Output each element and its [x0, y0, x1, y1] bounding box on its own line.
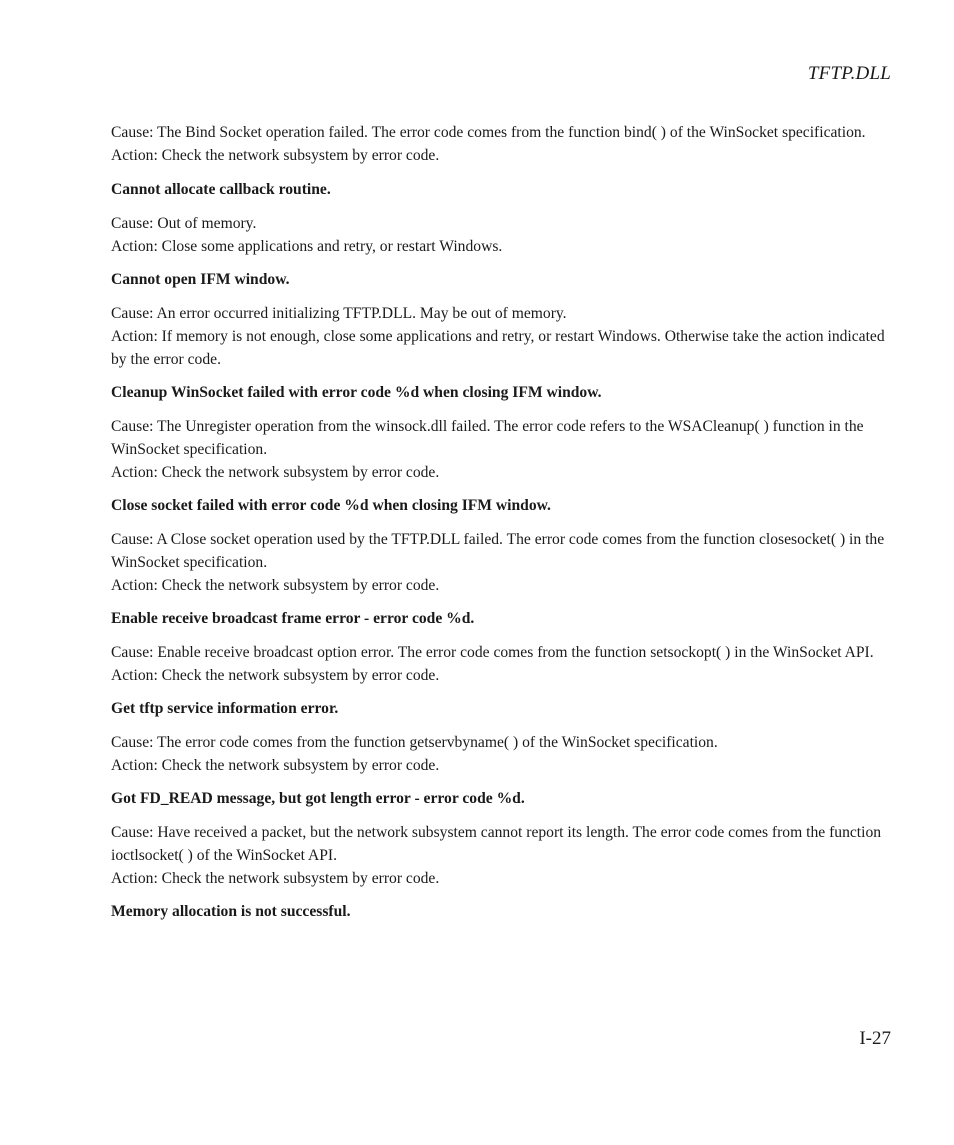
error-heading: Cleanup WinSocket failed with error code %d when closing IFM window. — [111, 384, 602, 401]
running-header: TFTP.DLL — [807, 63, 891, 84]
error-entry — [111, 268, 891, 371]
error-heading: Get tftp service information error. — [111, 700, 339, 717]
cause-text: Cause: The Unregister operation from the winsock.dll failed. The error code refers to the WSACleanup( ) function in the WinSocket specification. — [111, 418, 864, 458]
cause-text: Cause: A Close socket operation used by the TFTP.DLL failed. The error code comes from the function closesocket( ) in the WinSocket specification. — [111, 531, 885, 571]
page-content — [111, 121, 891, 934]
action-text: Action: If memory is not enough, close some applications and retry, or restart Windows. Otherwise take the action indicated by the error code. — [111, 328, 885, 368]
action-text: Action: Check the network subsystem by error code. — [111, 757, 440, 774]
action-text: Action: Check the network subsystem by error code. — [111, 870, 440, 887]
cause-text: Cause: Have received a packet, but the network subsystem cannot report its length. The error code comes from the function ioctlsocket( ) of the WinSocket API. — [111, 824, 882, 864]
error-heading: Cannot open IFM window. — [111, 271, 290, 288]
error-entry — [111, 900, 891, 923]
error-entry — [111, 697, 891, 777]
cause-text: Cause: Out of memory. — [111, 215, 257, 232]
error-entry — [111, 178, 891, 258]
intro-entry — [111, 121, 891, 167]
error-entry — [111, 494, 891, 597]
cause-text: Cause: An error occurred initializing TFTP.DLL. May be out of memory. — [111, 305, 567, 322]
cause-text: Cause: Enable receive broadcast option error. The error code comes from the function setsockopt( ) in the WinSocket API. — [111, 644, 874, 661]
error-entry — [111, 607, 891, 687]
error-heading: Enable receive broadcast frame error - error code %d. — [111, 610, 475, 627]
error-entry — [111, 381, 891, 484]
error-entry — [111, 787, 891, 890]
error-heading: Got FD_READ message, but got length error - error code %d. — [111, 790, 525, 807]
page-number: I-27 — [859, 1028, 891, 1049]
error-heading: Memory allocation is not successful. — [111, 903, 351, 920]
error-heading: Close socket failed with error code %d when closing IFM window. — [111, 497, 551, 514]
action-text: Action: Close some applications and retry, or restart Windows. — [111, 238, 503, 255]
action-text: Action: Check the network subsystem by error code. — [111, 464, 440, 481]
cause-text: Cause: The Bind Socket operation failed. The error code comes from the function bind( ) of the WinSocket specification. — [111, 124, 866, 141]
error-heading: Cannot allocate callback routine. — [111, 181, 331, 198]
action-text: Action: Check the network subsystem by error code. — [111, 577, 440, 594]
action-text: Action: Check the network subsystem by error code. — [111, 667, 440, 684]
action-text: Action: Check the network subsystem by error code. — [111, 147, 440, 164]
cause-text: Cause: The error code comes from the function getservbyname( ) of the WinSocket specification. — [111, 734, 718, 751]
